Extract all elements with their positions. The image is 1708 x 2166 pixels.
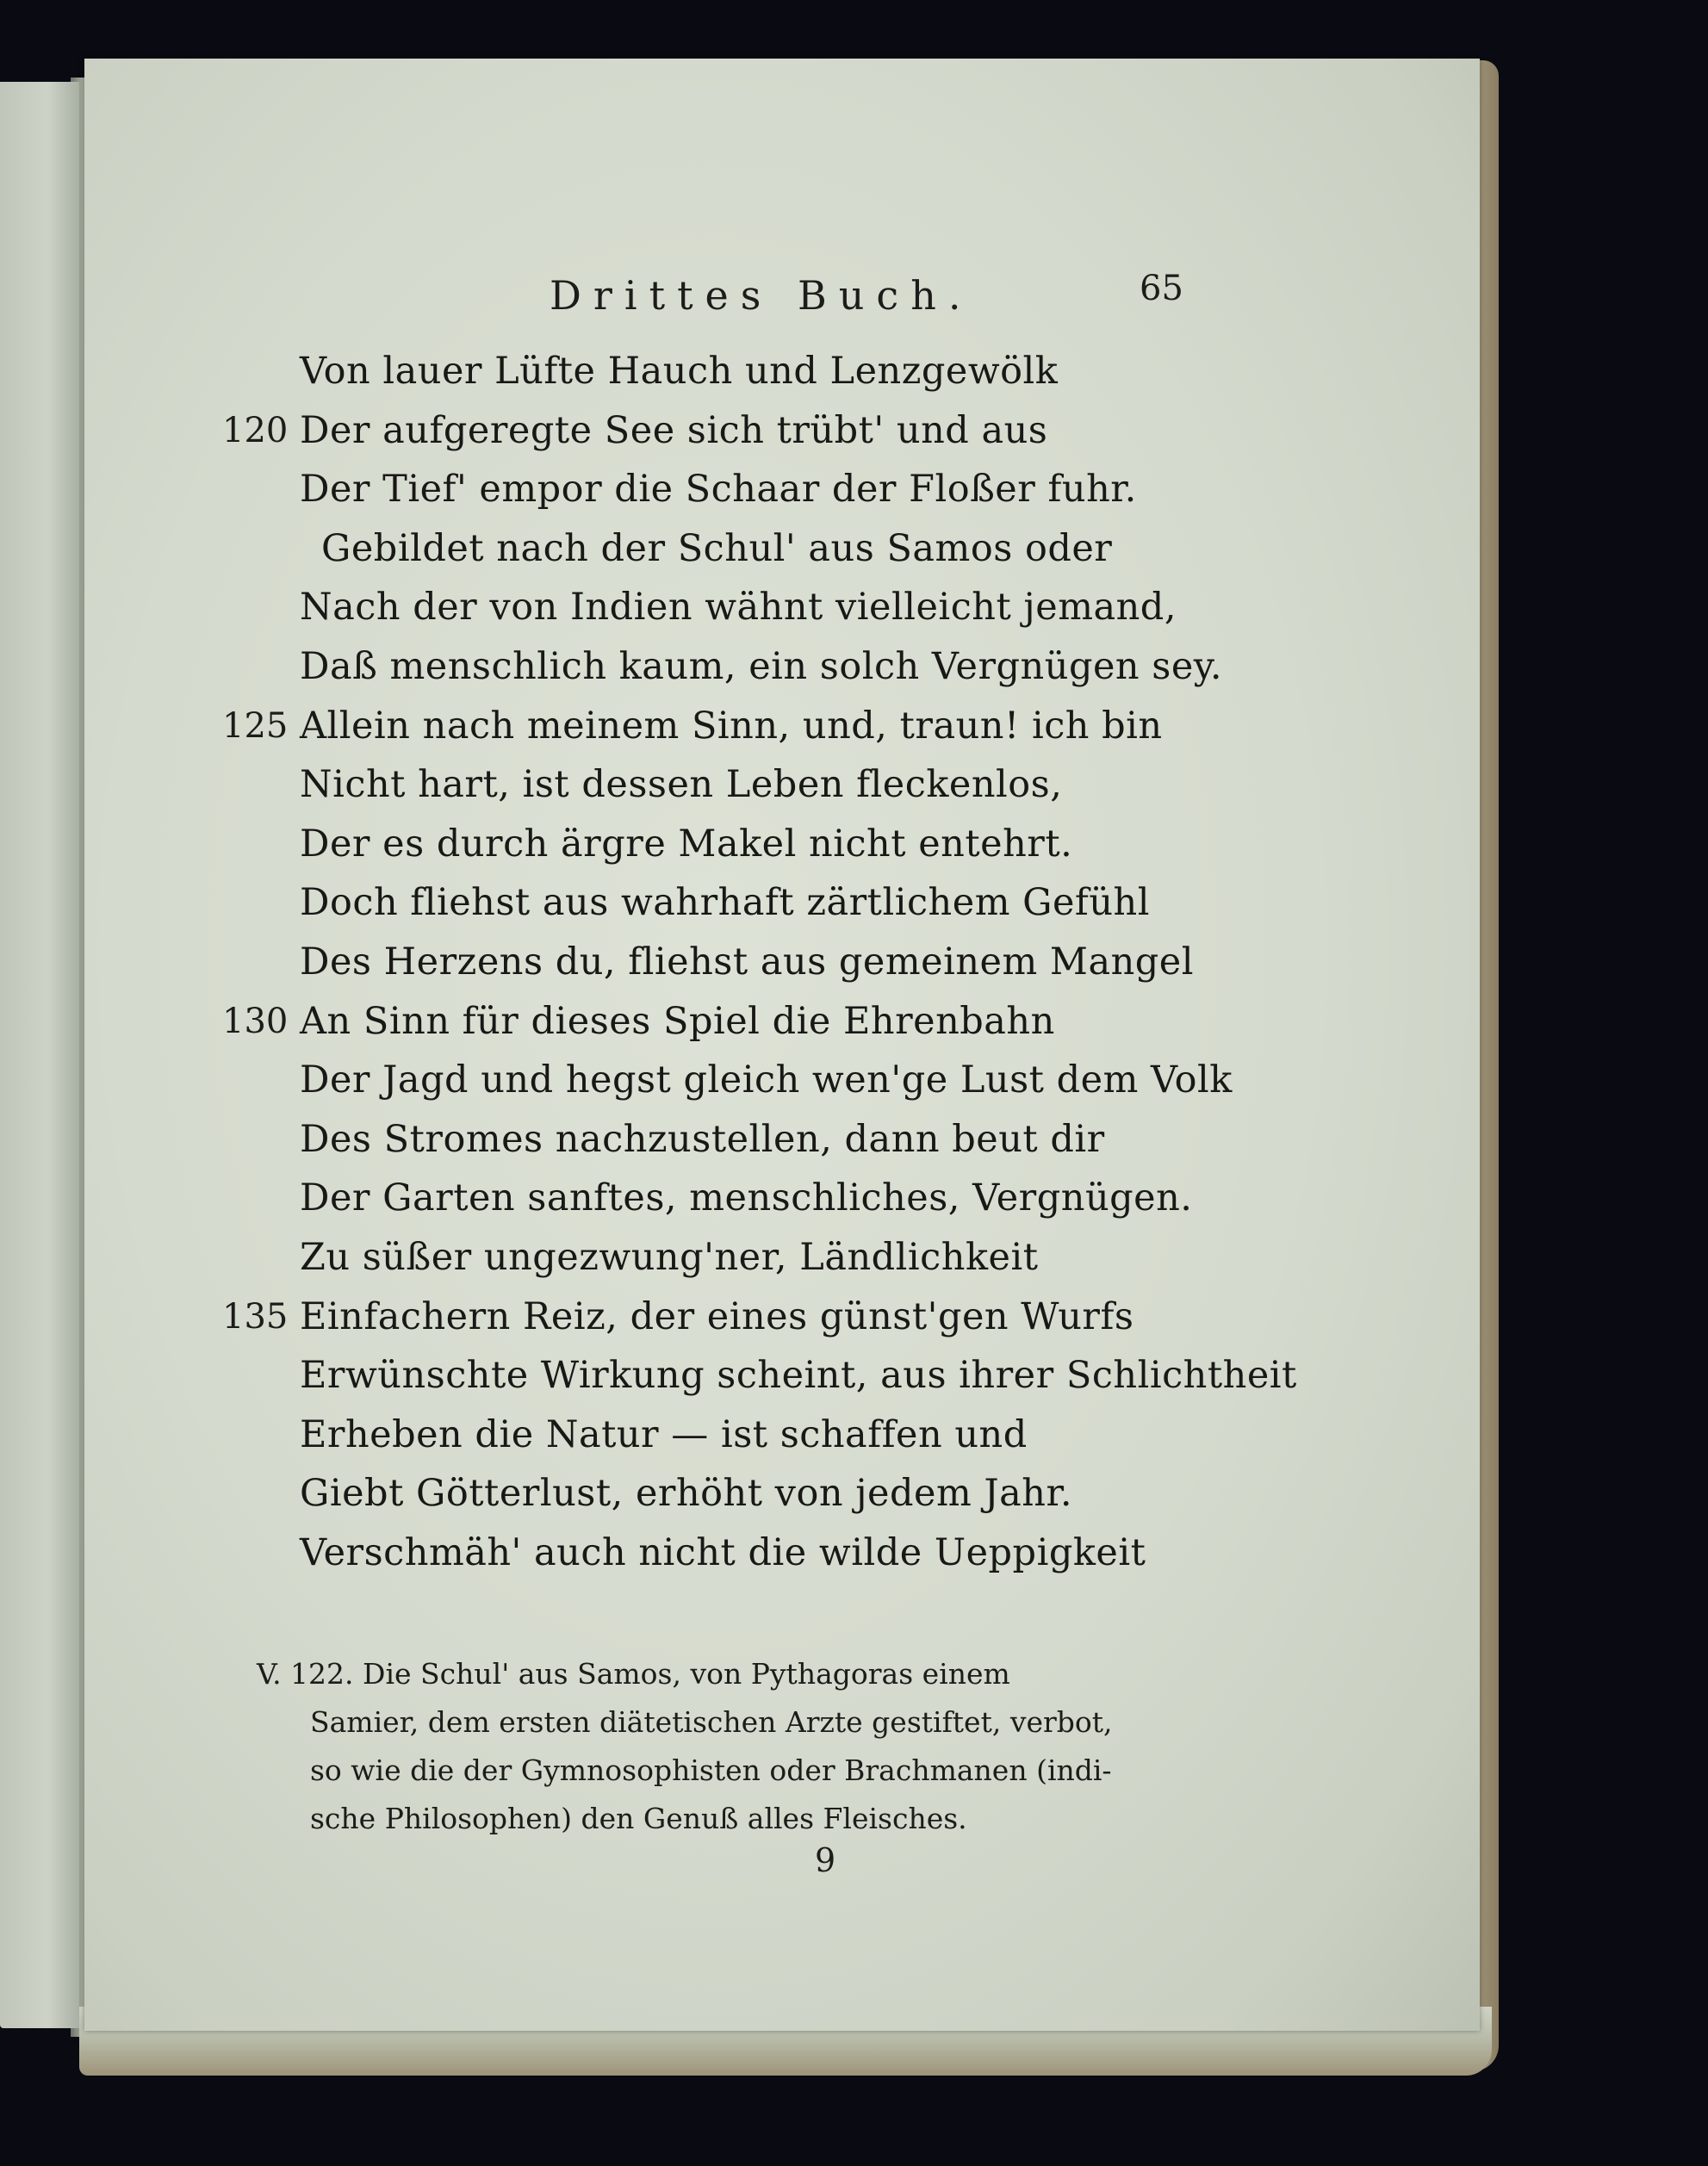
verse-line — [84, 881, 1480, 940]
verse-text: Der Garten sanftes, menschliches, Vergnügen. — [300, 1176, 1193, 1220]
verse-line — [84, 1118, 1480, 1177]
verse-line — [84, 527, 1480, 586]
verse-line — [84, 350, 1480, 409]
verse-text: Erwünschte Wirkung scheint, aus ihrer Schlichtheit — [300, 1354, 1297, 1398]
verse-line — [84, 704, 1480, 764]
running-head — [84, 269, 1480, 332]
verse-line — [84, 468, 1480, 527]
verse-text: Von lauer Lüfte Hauch und Lenzgewölk — [300, 350, 1059, 393]
verse-line — [84, 586, 1480, 645]
verse-text: Allein nach meinem Sinn, und, traun! ich bin — [300, 704, 1163, 748]
verse-number: 135 — [222, 1296, 289, 1337]
verse-number: 130 — [222, 1001, 289, 1041]
footnote-line: V. 122. Die Schul' aus Samos, von Pythagoras einem — [257, 1657, 1010, 1691]
verse-text: Zu süßer ungezwung'ner, Ländlichkeit — [300, 1235, 1039, 1279]
footnote — [257, 1650, 1204, 1843]
verse-text: Verschmäh' auch nicht die wilde Ueppigkeit — [300, 1530, 1146, 1574]
verse-text: Doch fliehst aus wahrhaft zärtlichem Gefühl — [300, 881, 1150, 925]
verse-line — [84, 822, 1480, 882]
footnote-line: Samier, dem ersten diätetischen Arzte gestiftet, verbot, — [310, 1705, 1113, 1739]
verse-text: Nicht hart, ist dessen Leben fleckenlos, — [300, 763, 1063, 807]
verse-line — [84, 1176, 1480, 1236]
page-number: 65 — [1140, 269, 1183, 308]
verse-number: 120 — [222, 410, 289, 450]
verse-line — [84, 409, 1480, 469]
verse-number: 125 — [222, 705, 289, 746]
verse-line — [84, 1413, 1480, 1473]
verse-text: Erheben die Natur — ist schaffen und — [300, 1412, 1028, 1456]
verse-line — [84, 1058, 1480, 1118]
verse-line — [84, 940, 1480, 1000]
verse-text: Des Stromes nachzustellen, dann beut dir — [300, 1117, 1105, 1161]
verse-text: Der Jagd und hegst gleich wen'ge Lust dem Volk — [300, 1058, 1233, 1102]
left-page-edge — [0, 82, 79, 2028]
verse-text: Nach der von Indien wähnt vielleicht jemand, — [300, 586, 1177, 630]
verse-line — [84, 1000, 1480, 1059]
running-head-title: Drittes Buch. — [550, 272, 973, 319]
footnote-line: so wie die der Gymnosophisten oder Brachmanen (indi- — [310, 1753, 1112, 1787]
verse-line — [84, 645, 1480, 704]
verse-line — [84, 1354, 1480, 1413]
verse-block — [84, 350, 1480, 1590]
verse-text: Des Herzens du, fliehst aus gemeinem Mangel — [300, 940, 1195, 984]
verse-text: Giebt Götterlust, erhöht von jedem Jahr. — [300, 1472, 1072, 1516]
signature-mark: 9 — [815, 1841, 836, 1879]
verse-text: Der Tief' empor die Schaar der Floßer fuhr. — [300, 468, 1137, 512]
verse-text: Einfachern Reiz, der eines günst'gen Wurfs — [300, 1294, 1134, 1338]
verse-text: Der es durch ärgre Makel nicht entehrt. — [300, 822, 1073, 866]
book-page — [84, 59, 1480, 2031]
verse-text: An Sinn für dieses Spiel die Ehrenbahn — [300, 999, 1055, 1043]
verse-line — [84, 1295, 1480, 1355]
verse-line — [84, 1531, 1480, 1591]
verse-text: Der aufgeregte See sich trübt' und aus — [300, 408, 1048, 452]
footnote-line: sche Philosophen) den Genuß alles Fleisches. — [310, 1802, 967, 1835]
verse-text: Daß menschlich kaum, ein solch Vergnügen sey. — [300, 644, 1223, 688]
verse-line — [84, 1472, 1480, 1531]
verse-text: Gebildet nach der Schul' aus Samos oder — [321, 526, 1113, 570]
verse-line — [84, 1236, 1480, 1295]
verse-line — [84, 763, 1480, 822]
